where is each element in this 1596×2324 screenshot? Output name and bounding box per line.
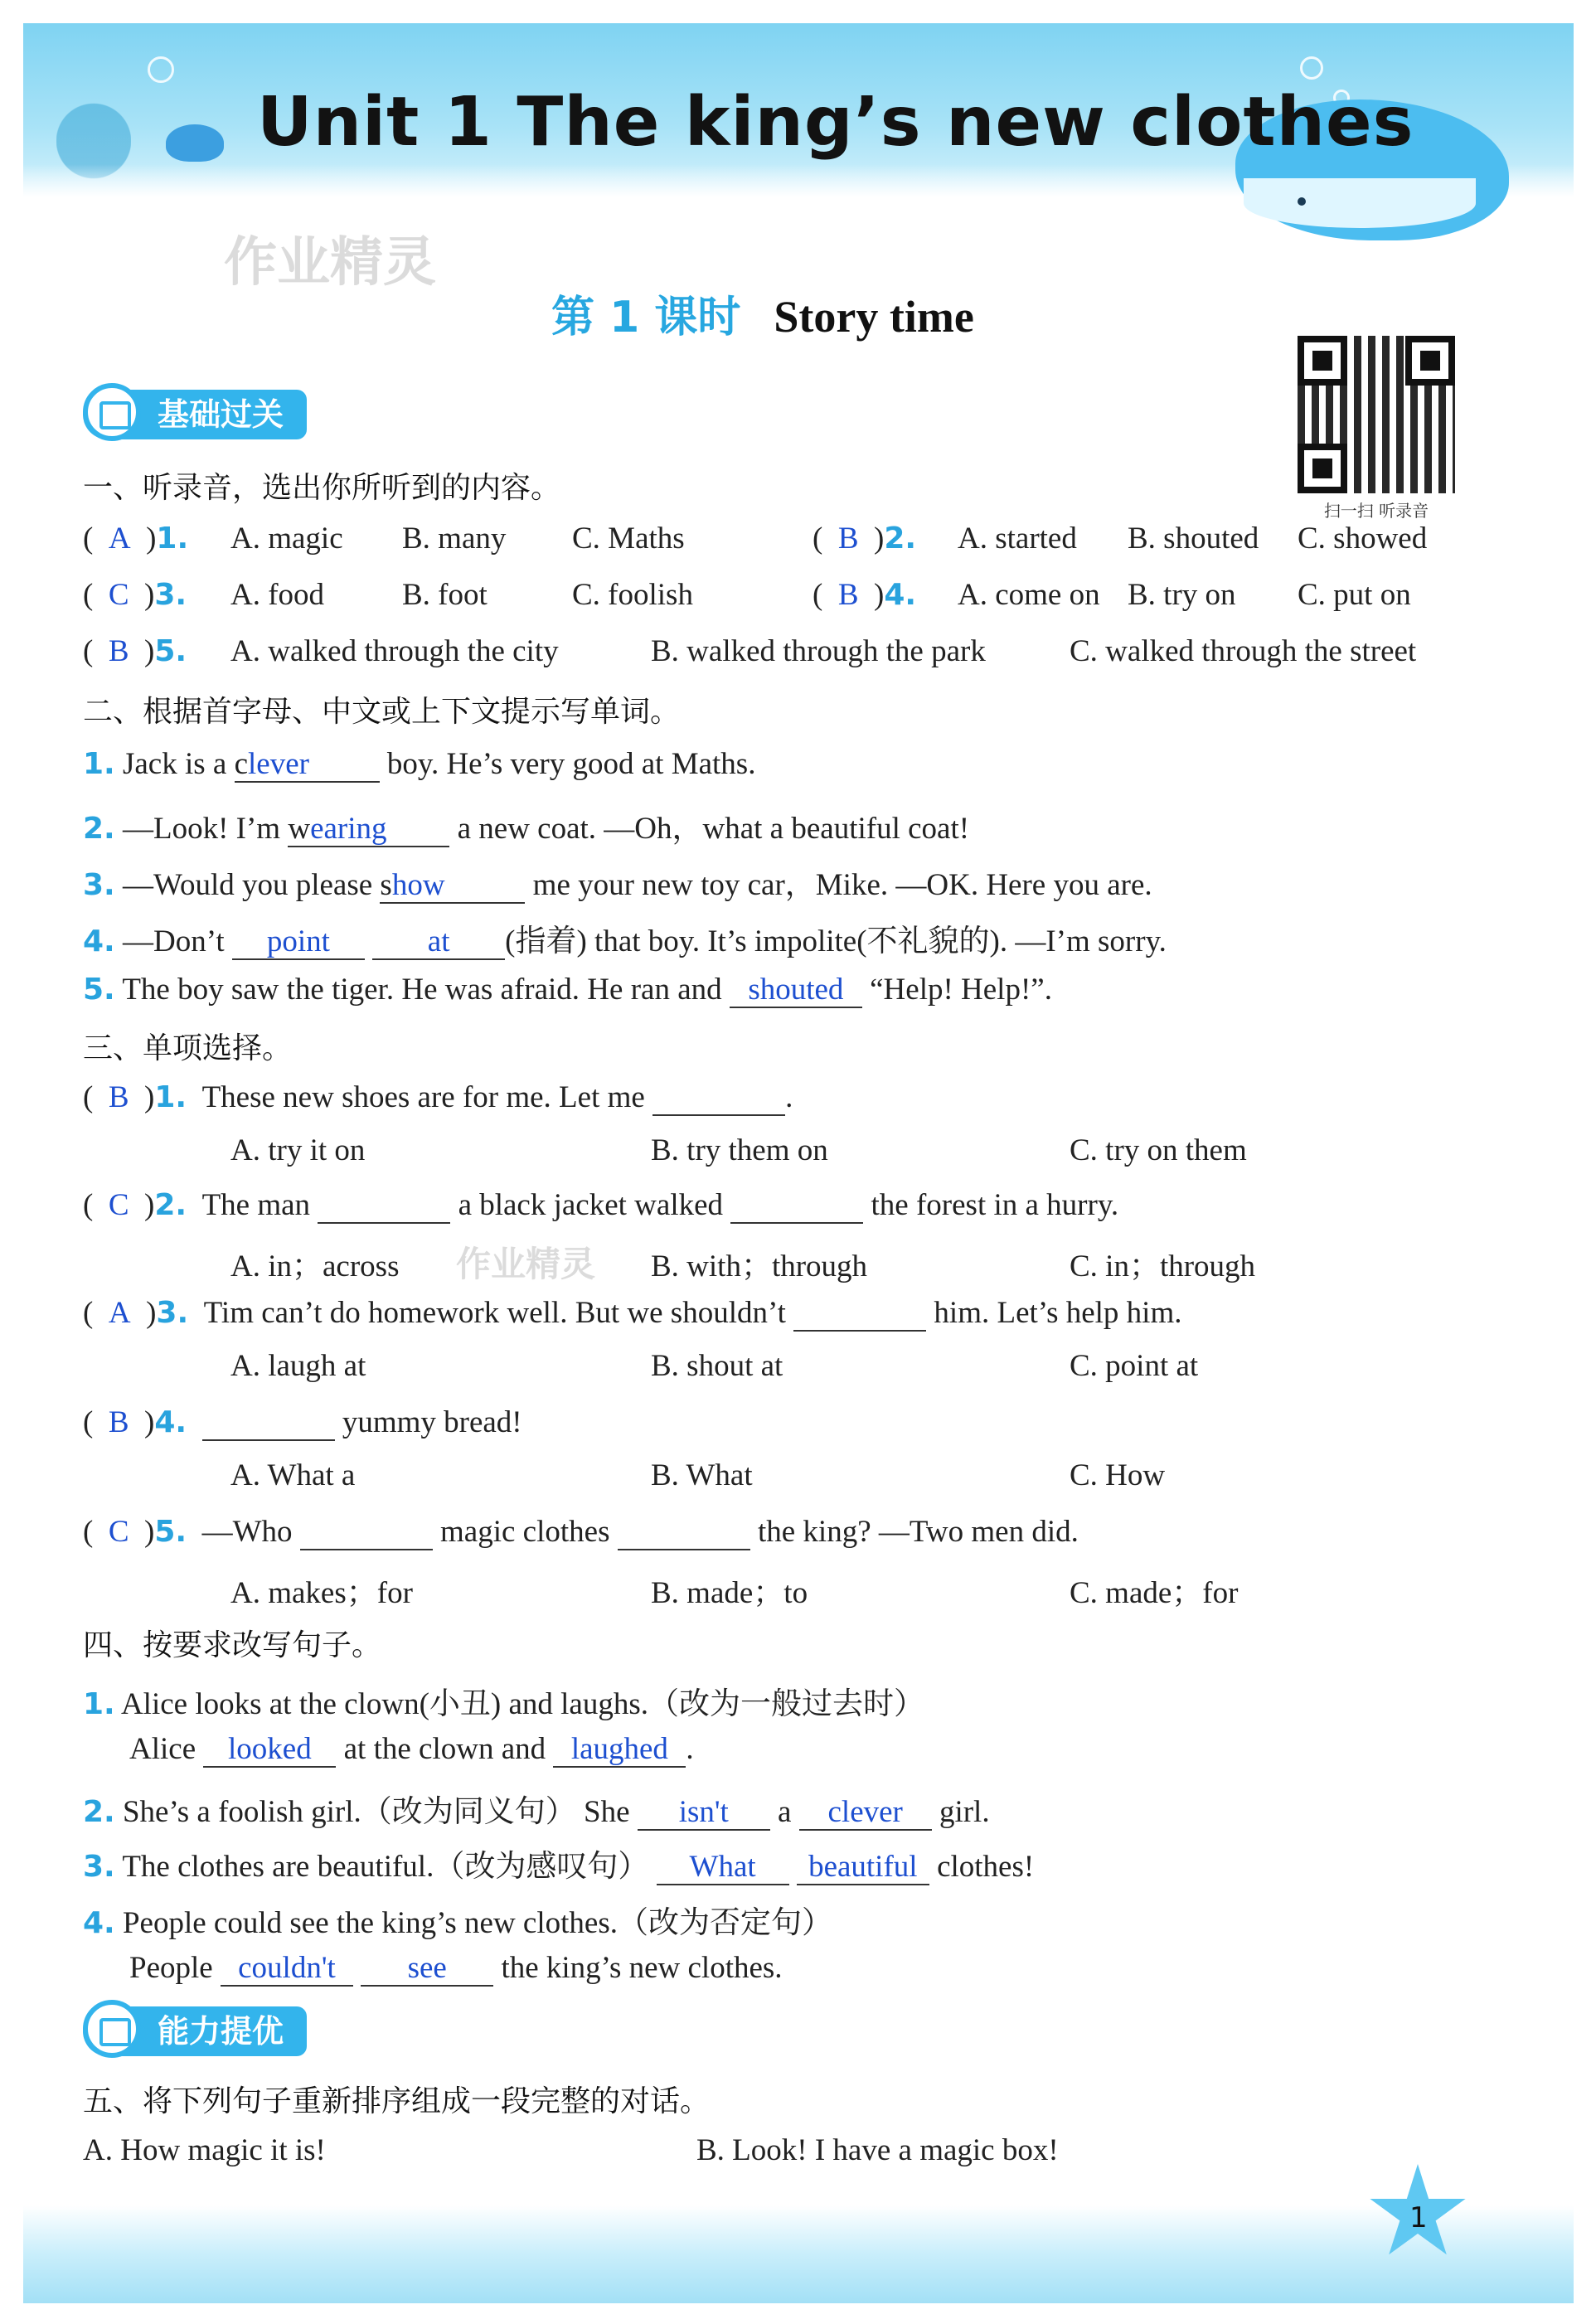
option: A. come on — [958, 578, 1100, 612]
question-row — [83, 1897, 832, 1942]
question-row — [83, 972, 1052, 1008]
answer-blank[interactable]: looked — [203, 1734, 336, 1768]
bubble-decoration — [1300, 56, 1323, 80]
option: C. try on them — [1070, 1133, 1247, 1167]
section-title: 一、听录音，选出你所听到的内容。 — [83, 471, 561, 505]
question-number: 1. — [83, 747, 115, 781]
option: C. in；through — [1070, 1249, 1256, 1283]
question-text: girl. — [931, 1795, 990, 1829]
answer-blank[interactable] — [730, 1190, 863, 1224]
watermark: 作业精灵 — [224, 232, 436, 294]
option: B. foot — [402, 578, 488, 612]
answer-blank[interactable] — [318, 1190, 450, 1224]
question-row — [83, 859, 1152, 904]
qr-finder — [1298, 336, 1347, 386]
option: B. try on — [1128, 578, 1236, 612]
footer-band — [23, 2205, 1574, 2303]
question-text: me your new toy car，Mike. —OK. Here you are. — [525, 868, 1152, 902]
question-number: 1. — [156, 522, 189, 556]
answer-blank[interactable]: clever — [799, 1797, 932, 1831]
badge-label: 能力提优 — [158, 2013, 284, 2050]
option: A. makes；for — [230, 1576, 413, 1610]
question-number: 1. — [154, 1080, 187, 1114]
option: B. What — [651, 1458, 753, 1492]
question-text: . — [785, 1080, 793, 1114]
answer-blank[interactable]: point — [232, 926, 365, 960]
question-row — [83, 1678, 924, 1723]
answer: B — [837, 578, 859, 612]
answer-blank[interactable]: isn't — [638, 1797, 770, 1831]
option: C. showed — [1298, 522, 1428, 556]
answer: B — [108, 634, 129, 668]
option: A. in；across — [230, 1249, 400, 1283]
question-row — [83, 803, 969, 847]
option: B. shouted — [1128, 522, 1259, 556]
question-number: 2. — [884, 522, 917, 556]
answer-blank[interactable] — [618, 1516, 750, 1550]
question-number: 2. — [83, 1795, 115, 1829]
option: B. with；through — [651, 1249, 868, 1283]
question-row — [83, 915, 1167, 960]
question-text: The clothes are beautiful.（改为感叹句） — [122, 1850, 657, 1884]
answer-blank[interactable]: beautiful — [797, 1851, 929, 1885]
answer-blank[interactable]: laughed — [553, 1734, 686, 1768]
section-title: 四、按要求改写句子。 — [83, 1628, 382, 1662]
question-text: boy. He’s very good at Maths. — [379, 747, 756, 781]
question-number: 4. — [884, 578, 917, 612]
answer-blank[interactable] — [793, 1298, 926, 1332]
answer-blank[interactable] — [652, 1082, 785, 1116]
answer-blank[interactable] — [300, 1516, 433, 1550]
question-text: a — [769, 1795, 799, 1829]
section-title: 三、单项选择。 — [83, 1031, 293, 1065]
question-number: 4. — [83, 924, 115, 958]
answer-row — [129, 1731, 694, 1768]
question-text: (指着) that boy. It’s impolite(不礼貌的). —I’m sorry. — [505, 924, 1167, 958]
question-text: Jack is a — [122, 747, 235, 781]
question-text: She’s a foolish girl.（改为同义句） She — [122, 1795, 638, 1829]
question-text: the forest in a hurry. — [863, 1188, 1119, 1222]
watermark: 作业精灵 — [456, 1244, 596, 1284]
answer: A — [108, 522, 131, 556]
section-badge-advanced — [83, 2006, 307, 2056]
option: A. food — [230, 578, 325, 612]
qr-finder — [1405, 336, 1455, 386]
dialogue-sentence: B. Look! I have a magic box! — [696, 2133, 1059, 2167]
question-number: 4. — [83, 1906, 115, 1940]
answer-blank[interactable]: couldn't — [221, 1953, 353, 1987]
question-text: —Would you please — [122, 868, 381, 902]
question-number: 4. — [154, 1405, 187, 1439]
option: C. foolish — [572, 578, 693, 612]
question-number: 5. — [154, 1515, 187, 1549]
dialogue-sentence: A. How magic it is! — [83, 2133, 326, 2167]
answer: earing — [310, 812, 387, 846]
answer: C — [108, 578, 129, 612]
option: A. What a — [230, 1458, 356, 1492]
answer-blank[interactable]: see — [361, 1953, 493, 1987]
answer-blank[interactable]: shouted — [730, 974, 862, 1008]
question-text: —Look! I’m — [122, 812, 289, 846]
qr-caption: 扫一扫 听录音 — [1323, 501, 1429, 521]
answer: B — [108, 1405, 129, 1439]
hint-letter: w — [288, 812, 311, 846]
option: B. shout at — [651, 1349, 783, 1383]
question-row: ( B )4. yummy bread! — [83, 1405, 522, 1439]
option: A. magic — [230, 522, 343, 556]
answer: lever — [248, 747, 309, 781]
question-text: the king’s new clothes. — [493, 1951, 783, 1985]
target-icon — [83, 2000, 141, 2058]
lesson-name: Story time — [774, 292, 974, 342]
answer: how — [391, 868, 445, 902]
option: C. made；for — [1070, 1576, 1239, 1610]
question-row: ( B )5. — [83, 634, 187, 668]
question-text: . — [686, 1732, 694, 1766]
question-number: 5. — [154, 634, 187, 668]
question-row — [83, 1786, 990, 1831]
question-number: 3. — [156, 1296, 189, 1330]
option: C. Maths — [572, 522, 685, 556]
question-row: ( C )3. — [83, 578, 187, 612]
option: A. laugh at — [230, 1349, 366, 1383]
question-number: 3. — [83, 1850, 115, 1884]
question-text: Alice — [129, 1732, 204, 1766]
question-number: 2. — [154, 1188, 187, 1222]
hint-letter: c — [234, 747, 249, 781]
option: B. try them on — [651, 1133, 828, 1167]
question-number: 1. — [83, 1687, 115, 1721]
question-row — [83, 746, 755, 783]
question-row: ( A )3. Tim can’t do homework well. But we shouldn’t him. Let’s help him. — [83, 1296, 1182, 1330]
answer-blank[interactable] — [380, 870, 525, 904]
option: A. try it on — [230, 1133, 366, 1167]
whale-eye — [1298, 197, 1306, 206]
question-row: ( A )1. — [83, 522, 189, 556]
section-title: 二、根据首字母、中文或上下文提示写单词。 — [83, 695, 681, 729]
bubble-decoration — [148, 56, 174, 83]
option: A. walked through the city — [230, 634, 559, 668]
answer-blank[interactable] — [288, 813, 449, 847]
page-number: 1 — [1409, 2201, 1428, 2234]
question-text: clothes! — [929, 1850, 1035, 1884]
option: B. made；to — [651, 1576, 808, 1610]
question-row: ( C )2. The man a black jacket walked the forest in a hurry. — [83, 1188, 1119, 1222]
whale-belly — [1244, 178, 1476, 228]
question-text: magic clothes — [432, 1515, 618, 1549]
question-text: a black jacket walked — [450, 1188, 731, 1222]
answer-row — [129, 1950, 783, 1987]
answer: C — [108, 1515, 129, 1549]
question-number: 3. — [83, 868, 115, 902]
question-text: him. Let’s help him. — [926, 1296, 1182, 1330]
question-text: the king? —Two men did. — [749, 1515, 1079, 1549]
answer-blank[interactable] — [202, 1407, 335, 1441]
question-text: Alice looks at the clown(小丑) and laughs.（改为一般过去时） — [120, 1687, 924, 1721]
question-text: People — [129, 1951, 221, 1985]
question-text: —Who — [201, 1515, 300, 1549]
answer: A — [108, 1296, 131, 1330]
answer-blank[interactable]: at — [372, 926, 505, 960]
question-text: “Help! Help!”. — [861, 973, 1052, 1007]
question-row: ( B )4. — [813, 578, 917, 612]
answer: B — [108, 1080, 129, 1114]
option: C. walked through the street — [1070, 634, 1417, 668]
crab-icon — [166, 124, 224, 162]
answer: B — [837, 522, 859, 556]
unit-title: Unit 1 The king’s new clothes — [257, 83, 1414, 162]
question-text: People could see the king’s new clothes.（改为否定句） — [122, 1906, 832, 1940]
option: C. point at — [1070, 1349, 1199, 1383]
section-title: 五、将下列句子重新排序组成一段完整的对话。 — [83, 2084, 711, 2118]
question-row — [83, 1841, 1034, 1885]
section-badge-basic — [83, 390, 307, 439]
question-text: Tim can’t do homework well. But we shouldn’t — [203, 1296, 794, 1330]
question-row: ( C )5. —Who magic clothes the king? —Two men did. — [83, 1515, 1079, 1549]
question-row: ( B )1. These new shoes are for me. Let me . — [83, 1080, 793, 1114]
option: C. put on — [1298, 578, 1411, 612]
lesson-title — [551, 282, 974, 344]
qr-finder — [1298, 444, 1347, 493]
answer-blank[interactable]: What — [657, 1851, 789, 1885]
option: B. walked through the park — [651, 634, 986, 668]
question-text: at the clown and — [336, 1732, 554, 1766]
lesson-number: 第 1 课时 — [551, 293, 741, 342]
question-number: 3. — [154, 578, 187, 612]
question-text: The man — [201, 1188, 318, 1222]
answer: C — [108, 1188, 129, 1222]
option: B. many — [402, 522, 507, 556]
option: A. started — [958, 522, 1077, 556]
question-number: 2. — [83, 812, 115, 846]
question-text: a new coat. —Oh，what a beautiful coat! — [449, 812, 970, 846]
question-number: 5. — [83, 973, 115, 1007]
question-text: —Don’t — [122, 924, 232, 958]
question-text: These new shoes are for me. Let me — [201, 1080, 653, 1114]
question-row: ( B )2. — [813, 522, 917, 556]
option: C. How — [1070, 1458, 1166, 1492]
question-text: The boy saw the tiger. He was afraid. He ran and — [122, 973, 730, 1007]
book-icon — [83, 383, 141, 441]
answer-blank[interactable] — [235, 749, 380, 783]
question-text: yummy bread! — [334, 1405, 522, 1439]
badge-label: 基础过关 — [158, 396, 284, 433]
hint-letter: s — [380, 868, 392, 902]
